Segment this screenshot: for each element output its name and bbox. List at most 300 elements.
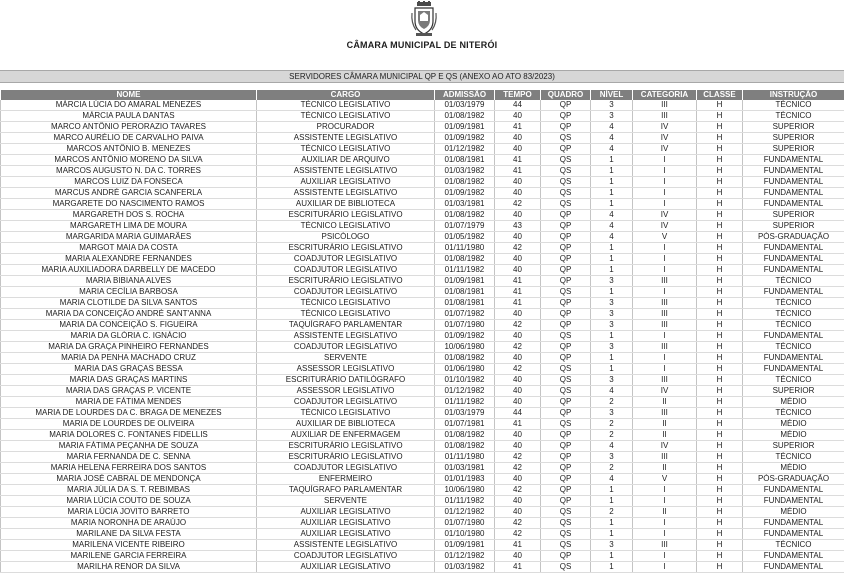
- category-cell: III: [633, 320, 697, 331]
- tenure-cell: 43: [495, 221, 541, 232]
- level-cell: 3: [591, 375, 633, 386]
- level-cell: 1: [591, 364, 633, 375]
- tenure-cell: 40: [495, 397, 541, 408]
- table-row: [1, 529, 844, 540]
- category-cell: I: [633, 188, 697, 199]
- tenure-cell: 42: [495, 199, 541, 210]
- staff-group-cell: QS: [541, 364, 591, 375]
- table-row: [1, 463, 844, 474]
- name-cell: MARILENA VICENTE RIBEIRO: [1, 540, 257, 551]
- staff-group-cell: QS: [541, 287, 591, 298]
- level-cell: 1: [591, 518, 633, 529]
- table-row: [1, 199, 844, 210]
- class-cell: H: [697, 122, 743, 133]
- position-cell: ASSISTENTE LEGISLATIVO: [257, 540, 435, 551]
- education-cell: FUNDAMENTAL: [743, 199, 844, 210]
- level-cell: 4: [591, 210, 633, 221]
- level-cell: 3: [591, 342, 633, 353]
- name-cell: MARCOS LUIZ DA FONSECA: [1, 177, 257, 188]
- level-cell: 1: [591, 562, 633, 573]
- class-cell: H: [697, 419, 743, 430]
- table-row: [1, 111, 844, 122]
- tenure-cell: 40: [495, 507, 541, 518]
- education-cell: TÉCNICO: [743, 320, 844, 331]
- class-cell: H: [697, 210, 743, 221]
- admission-cell: 01/09/1982: [435, 133, 495, 144]
- position-cell: AUXILIAR DE BIBLIOTECA: [257, 419, 435, 430]
- category-cell: I: [633, 562, 697, 573]
- admission-cell: 01/03/1979: [435, 408, 495, 419]
- column-header-tenure: TEMPO: [495, 90, 541, 100]
- category-cell: I: [633, 155, 697, 166]
- admission-cell: 01/12/1982: [435, 551, 495, 562]
- staff-group-cell: QS: [541, 529, 591, 540]
- position-cell: TÉCNICO LEGISLATIVO: [257, 100, 435, 111]
- position-cell: COADJUTOR LEGISLATIVO: [257, 342, 435, 353]
- name-cell: MARIA LÚCIA COUTO DE SOUZA: [1, 496, 257, 507]
- tenure-cell: 42: [495, 518, 541, 529]
- name-cell: MARILANE DA SILVA FESTA: [1, 529, 257, 540]
- tenure-cell: 41: [495, 287, 541, 298]
- position-cell: ESCRITURÁRIO LEGISLATIVO: [257, 243, 435, 254]
- staff-group-cell: QP: [541, 265, 591, 276]
- tenure-cell: 42: [495, 529, 541, 540]
- education-cell: TÉCNICO: [743, 375, 844, 386]
- position-cell: SERVENTE: [257, 353, 435, 364]
- name-cell: MARIA DE LOURDES DE OLIVEIRA: [1, 419, 257, 430]
- staff-group-cell: QP: [541, 430, 591, 441]
- table-row: [1, 430, 844, 441]
- level-cell: 1: [591, 353, 633, 364]
- admission-cell: 01/09/1981: [435, 122, 495, 133]
- class-cell: H: [697, 507, 743, 518]
- level-cell: 4: [591, 474, 633, 485]
- tenure-cell: 41: [495, 166, 541, 177]
- class-cell: H: [697, 100, 743, 111]
- position-cell: TÉCNICO LEGISLATIVO: [257, 408, 435, 419]
- name-cell: MARIA DA PENHA MACHADO CRUZ: [1, 353, 257, 364]
- name-cell: MARIA DA CONCEIÇÃO ANDRÉ SANT'ANNA: [1, 309, 257, 320]
- staff-group-cell: QP: [541, 298, 591, 309]
- category-cell: I: [633, 243, 697, 254]
- level-cell: 1: [591, 166, 633, 177]
- level-cell: 2: [591, 430, 633, 441]
- table-row: [1, 551, 844, 562]
- column-header-name: NOME: [1, 90, 257, 100]
- position-cell: COADJUTOR LEGISLATIVO: [257, 254, 435, 265]
- tenure-cell: 40: [495, 496, 541, 507]
- tenure-cell: 42: [495, 463, 541, 474]
- table-row: [1, 331, 844, 342]
- name-cell: MARIA CECÍLIA BARBOSA: [1, 287, 257, 298]
- category-cell: IV: [633, 386, 697, 397]
- education-cell: SUPERIOR: [743, 144, 844, 155]
- admission-cell: 01/11/1982: [435, 265, 495, 276]
- education-cell: TÉCNICO: [743, 540, 844, 551]
- table-row: [1, 540, 844, 551]
- name-cell: MARIA DA GRAÇA PINHEIRO FERNANDES: [1, 342, 257, 353]
- class-cell: H: [697, 562, 743, 573]
- name-cell: MARIA JÚLIA DA S. T. REBIMBAS: [1, 485, 257, 496]
- admission-cell: 01/03/1981: [435, 463, 495, 474]
- education-cell: FUNDAMENTAL: [743, 331, 844, 342]
- admission-cell: 01/03/1982: [435, 166, 495, 177]
- admission-cell: 01/08/1982: [435, 111, 495, 122]
- tenure-cell: 40: [495, 111, 541, 122]
- category-cell: III: [633, 342, 697, 353]
- staff-group-cell: QS: [541, 166, 591, 177]
- admission-cell: 01/11/1980: [435, 452, 495, 463]
- class-cell: H: [697, 177, 743, 188]
- tenure-cell: 42: [495, 342, 541, 353]
- staff-group-cell: QS: [541, 133, 591, 144]
- position-cell: ESCRITURÁRIO LEGISLATIVO: [257, 210, 435, 221]
- education-cell: FUNDAMENTAL: [743, 254, 844, 265]
- admission-cell: 01/10/1982: [435, 375, 495, 386]
- admission-cell: 01/12/1982: [435, 144, 495, 155]
- admission-cell: 01/05/1982: [435, 232, 495, 243]
- class-cell: H: [697, 331, 743, 342]
- name-cell: MARCO ANTÔNIO PERORAZIO TAVARES: [1, 122, 257, 133]
- admission-cell: 01/08/1981: [435, 287, 495, 298]
- column-header-position: CARGO: [257, 90, 435, 100]
- staff-group-cell: QP: [541, 485, 591, 496]
- tenure-cell: 42: [495, 485, 541, 496]
- coat-of-arms-icon: [410, 1, 438, 37]
- name-cell: MARCOS ANTÔNIO B. MENEZES: [1, 144, 257, 155]
- category-cell: IV: [633, 144, 697, 155]
- level-cell: 1: [591, 331, 633, 342]
- position-cell: TÉCNICO LEGISLATIVO: [257, 111, 435, 122]
- staff-group-cell: QP: [541, 496, 591, 507]
- admission-cell: 01/07/1981: [435, 419, 495, 430]
- education-cell: FUNDAMENTAL: [743, 518, 844, 529]
- table-row: [1, 309, 844, 320]
- tenure-cell: 40: [495, 177, 541, 188]
- class-cell: H: [697, 430, 743, 441]
- class-cell: H: [697, 144, 743, 155]
- category-cell: II: [633, 419, 697, 430]
- tenure-cell: 41: [495, 155, 541, 166]
- table-row: [1, 386, 844, 397]
- class-cell: H: [697, 441, 743, 452]
- class-cell: H: [697, 155, 743, 166]
- position-cell: AUXILIAR DE ENFERMAGEM: [257, 430, 435, 441]
- admission-cell: 01/09/1982: [435, 331, 495, 342]
- education-cell: TÉCNICO: [743, 111, 844, 122]
- position-cell: ASSISTENTE LEGISLATIVO: [257, 166, 435, 177]
- class-cell: H: [697, 276, 743, 287]
- education-cell: PÓS-GRADUAÇÃO: [743, 232, 844, 243]
- name-cell: MARGARETE DO NASCIMENTO RAMOS: [1, 199, 257, 210]
- position-cell: ASSESSOR LEGISLATIVO: [257, 386, 435, 397]
- class-cell: H: [697, 463, 743, 474]
- position-cell: AUXILIAR LEGISLATIVO: [257, 562, 435, 573]
- position-cell: COADJUTOR LEGISLATIVO: [257, 551, 435, 562]
- column-header-education: INSTRUÇÃO: [743, 90, 844, 100]
- admission-cell: 01/07/1979: [435, 221, 495, 232]
- class-cell: H: [697, 232, 743, 243]
- level-cell: 1: [591, 188, 633, 199]
- name-cell: MARGARETH DOS S. ROCHA: [1, 210, 257, 221]
- tenure-cell: 41: [495, 122, 541, 133]
- position-cell: AUXILIAR LEGISLATIVO: [257, 518, 435, 529]
- admission-cell: 01/12/1982: [435, 507, 495, 518]
- tenure-cell: 40: [495, 474, 541, 485]
- tenure-cell: 41: [495, 562, 541, 573]
- level-cell: 4: [591, 386, 633, 397]
- tenure-cell: 40: [495, 265, 541, 276]
- position-cell: AUXILIAR DE BIBLIOTECA: [257, 199, 435, 210]
- table-row: [1, 287, 844, 298]
- position-cell: ESCRITURÁRIO LEGISLATIVO: [257, 276, 435, 287]
- tenure-cell: 40: [495, 188, 541, 199]
- admission-cell: 01/07/1982: [435, 309, 495, 320]
- category-cell: III: [633, 375, 697, 386]
- staff-group-cell: QP: [541, 100, 591, 111]
- class-cell: H: [697, 320, 743, 331]
- table-row: [1, 298, 844, 309]
- class-cell: H: [697, 309, 743, 320]
- admission-cell: 01/08/1982: [435, 353, 495, 364]
- level-cell: 3: [591, 452, 633, 463]
- admission-cell: 01/07/1980: [435, 518, 495, 529]
- table-row: [1, 276, 844, 287]
- category-cell: I: [633, 254, 697, 265]
- level-cell: 2: [591, 397, 633, 408]
- staff-group-cell: QP: [541, 452, 591, 463]
- education-cell: TÉCNICO: [743, 100, 844, 111]
- category-cell: I: [633, 199, 697, 210]
- education-cell: FUNDAMENTAL: [743, 529, 844, 540]
- table-row: [1, 243, 844, 254]
- category-cell: I: [633, 529, 697, 540]
- category-cell: II: [633, 397, 697, 408]
- table-row: [1, 419, 844, 430]
- position-cell: ENFERMEIRO: [257, 474, 435, 485]
- category-cell: I: [633, 353, 697, 364]
- position-cell: TAQUÍGRAFO PARLAMENTAR: [257, 485, 435, 496]
- level-cell: 1: [591, 287, 633, 298]
- name-cell: MARIA LÚCIA JOVITO BARRETO: [1, 507, 257, 518]
- class-cell: H: [697, 496, 743, 507]
- education-cell: TÉCNICO: [743, 276, 844, 287]
- admission-cell: 01/08/1981: [435, 155, 495, 166]
- table-row: [1, 210, 844, 221]
- staff-group-cell: QS: [541, 199, 591, 210]
- class-cell: H: [697, 386, 743, 397]
- staff-group-cell: QS: [541, 155, 591, 166]
- admission-cell: 01/08/1981: [435, 298, 495, 309]
- staff-group-cell: QP: [541, 353, 591, 364]
- position-cell: COADJUTOR LEGISLATIVO: [257, 287, 435, 298]
- staff-group-cell: QP: [541, 232, 591, 243]
- category-cell: II: [633, 463, 697, 474]
- table-row: [1, 122, 844, 133]
- category-cell: III: [633, 100, 697, 111]
- level-cell: 3: [591, 320, 633, 331]
- position-cell: SERVENTE: [257, 496, 435, 507]
- staff-group-cell: QP: [541, 122, 591, 133]
- name-cell: MARCOS AUGUSTO N. DA C. TORRES: [1, 166, 257, 177]
- table-row: [1, 452, 844, 463]
- org-name: CÂMARA MUNICIPAL DE NITERÓI: [0, 40, 844, 50]
- category-cell: IV: [633, 133, 697, 144]
- level-cell: 3: [591, 298, 633, 309]
- table-row: [1, 133, 844, 144]
- name-cell: MARIA FÁTIMA PEÇANHA DE SOUZA: [1, 441, 257, 452]
- name-cell: MARIA AUXILIADORA DARBELLY DE MACEDO: [1, 265, 257, 276]
- admission-cell: 01/08/1982: [435, 441, 495, 452]
- tenure-cell: 41: [495, 540, 541, 551]
- category-cell: III: [633, 298, 697, 309]
- education-cell: SUPERIOR: [743, 441, 844, 452]
- staff-group-cell: QP: [541, 551, 591, 562]
- class-cell: H: [697, 375, 743, 386]
- level-cell: 2: [591, 463, 633, 474]
- admission-cell: 01/09/1981: [435, 276, 495, 287]
- level-cell: 1: [591, 177, 633, 188]
- tenure-cell: 40: [495, 441, 541, 452]
- name-cell: MARIA DAS GRAÇAS BESSA: [1, 364, 257, 375]
- position-cell: TAQUÍGRAFO PARLAMENTAR: [257, 320, 435, 331]
- education-cell: FUNDAMENTAL: [743, 155, 844, 166]
- tenure-cell: 40: [495, 133, 541, 144]
- level-cell: 1: [591, 496, 633, 507]
- tenure-cell: 40: [495, 386, 541, 397]
- table-row: [1, 155, 844, 166]
- name-cell: MARIA DAS GRAÇAS P. VICENTE: [1, 386, 257, 397]
- table-row: [1, 474, 844, 485]
- staff-group-cell: QS: [541, 419, 591, 430]
- category-cell: I: [633, 331, 697, 342]
- class-cell: H: [697, 188, 743, 199]
- class-cell: H: [697, 111, 743, 122]
- position-cell: ASSISTENTE LEGISLATIVO: [257, 188, 435, 199]
- staff-group-cell: QP: [541, 111, 591, 122]
- tenure-cell: 42: [495, 320, 541, 331]
- education-cell: FUNDAMENTAL: [743, 496, 844, 507]
- name-cell: MARIA ALEXANDRE FERNANDES: [1, 254, 257, 265]
- table-row: [1, 100, 844, 111]
- admission-cell: 10/06/1980: [435, 342, 495, 353]
- name-cell: MARGARIDA MARIA GUIMARÃES: [1, 232, 257, 243]
- name-cell: MARIA DOLORES C. FONTANES FIDELLIS: [1, 430, 257, 441]
- position-cell: ESCRITURÁRIO DATILÓGRAFO: [257, 375, 435, 386]
- staff-group-cell: QP: [541, 144, 591, 155]
- admission-cell: 01/11/1980: [435, 243, 495, 254]
- education-cell: FUNDAMENTAL: [743, 265, 844, 276]
- staff-group-cell: QS: [541, 331, 591, 342]
- admission-cell: 01/03/1981: [435, 199, 495, 210]
- education-cell: FUNDAMENTAL: [743, 353, 844, 364]
- admission-cell: 01/08/1982: [435, 177, 495, 188]
- table-row: [1, 397, 844, 408]
- table-row: [1, 232, 844, 243]
- category-cell: I: [633, 518, 697, 529]
- position-cell: ASSISTENTE LEGISLATIVO: [257, 331, 435, 342]
- tenure-cell: 40: [495, 254, 541, 265]
- name-cell: MARIA HELENA FERREIRA DOS SANTOS: [1, 463, 257, 474]
- tenure-cell: 40: [495, 375, 541, 386]
- name-cell: MARIA CLOTILDE DA SILVA SANTOS: [1, 298, 257, 309]
- table-row: [1, 188, 844, 199]
- column-header-category: CATEGORIA: [633, 90, 697, 100]
- admission-cell: 01/09/1981: [435, 540, 495, 551]
- name-cell: MARCO AURÉLIO DE CARVALHO PAIVA: [1, 133, 257, 144]
- level-cell: 3: [591, 408, 633, 419]
- staff-group-cell: QS: [541, 386, 591, 397]
- position-cell: ASSESSOR LEGISLATIVO: [257, 364, 435, 375]
- education-cell: SUPERIOR: [743, 210, 844, 221]
- class-cell: H: [697, 485, 743, 496]
- document-title: SERVIDORES CÂMARA MUNICIPAL QP E QS (ANEXO AO ATO 83/2023): [0, 70, 844, 83]
- education-cell: FUNDAMENTAL: [743, 287, 844, 298]
- admission-cell: 01/11/1982: [435, 496, 495, 507]
- category-cell: I: [633, 287, 697, 298]
- staff-group-cell: QS: [541, 540, 591, 551]
- tenure-cell: 41: [495, 298, 541, 309]
- class-cell: H: [697, 199, 743, 210]
- column-header-level: NÍVEL: [591, 90, 633, 100]
- level-cell: 4: [591, 133, 633, 144]
- class-cell: H: [697, 221, 743, 232]
- staff-group-cell: QP: [541, 276, 591, 287]
- level-cell: 3: [591, 540, 633, 551]
- education-cell: FUNDAMENTAL: [743, 551, 844, 562]
- level-cell: 2: [591, 419, 633, 430]
- category-cell: V: [633, 474, 697, 485]
- education-cell: FUNDAMENTAL: [743, 364, 844, 375]
- admission-cell: 01/11/1982: [435, 397, 495, 408]
- column-header-admission: ADMISSÃO: [435, 90, 495, 100]
- table-row: [1, 496, 844, 507]
- admission-cell: 01/03/1979: [435, 100, 495, 111]
- column-header-staff-group: QUADRO: [541, 90, 591, 100]
- admission-cell: 01/10/1980: [435, 529, 495, 540]
- name-cell: MARCOS ANTÔNIO MORENO DA SILVA: [1, 155, 257, 166]
- tenure-cell: 40: [495, 551, 541, 562]
- education-cell: SUPERIOR: [743, 122, 844, 133]
- level-cell: 4: [591, 144, 633, 155]
- class-cell: H: [697, 474, 743, 485]
- level-cell: 3: [591, 111, 633, 122]
- category-cell: III: [633, 111, 697, 122]
- name-cell: MARIA DA CONCEIÇÃO S. FIGUEIRA: [1, 320, 257, 331]
- class-cell: H: [697, 342, 743, 353]
- position-cell: ASSISTENTE LEGISLATIVO: [257, 133, 435, 144]
- category-cell: III: [633, 276, 697, 287]
- admission-cell: 01/08/1982: [435, 210, 495, 221]
- admission-cell: 01/03/1982: [435, 562, 495, 573]
- category-cell: IV: [633, 122, 697, 133]
- table-row: [1, 485, 844, 496]
- admission-cell: 01/06/1980: [435, 364, 495, 375]
- level-cell: 1: [591, 254, 633, 265]
- class-cell: H: [697, 518, 743, 529]
- admission-cell: 01/08/1982: [435, 254, 495, 265]
- position-cell: PSICÓLOGO: [257, 232, 435, 243]
- staff-group-cell: QS: [541, 562, 591, 573]
- category-cell: I: [633, 166, 697, 177]
- category-cell: III: [633, 408, 697, 419]
- category-cell: IV: [633, 210, 697, 221]
- level-cell: 4: [591, 232, 633, 243]
- table-row: [1, 177, 844, 188]
- level-cell: 4: [591, 441, 633, 452]
- tenure-cell: 41: [495, 419, 541, 430]
- education-cell: TÉCNICO: [743, 408, 844, 419]
